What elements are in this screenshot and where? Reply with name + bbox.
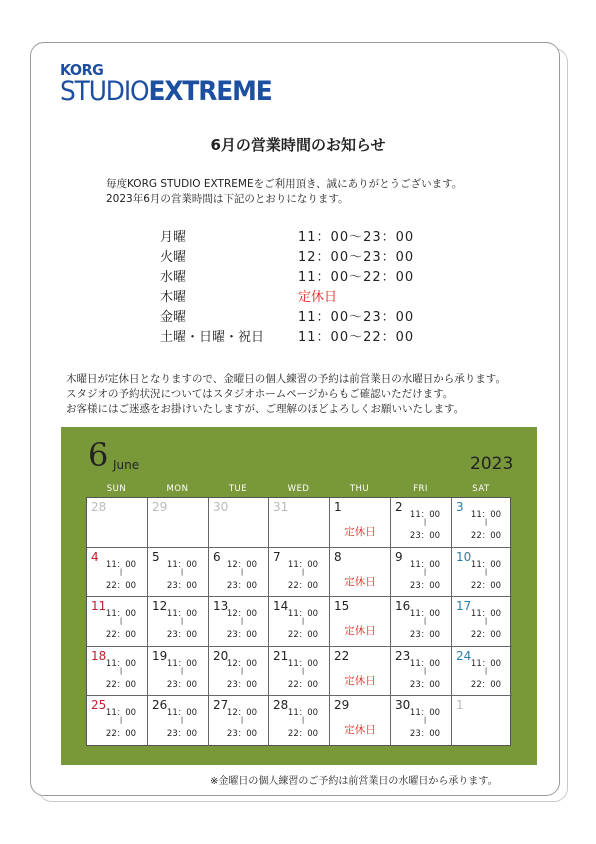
open-time: 11：00 [166, 559, 198, 570]
day-number: 30 [395, 698, 411, 713]
close-time: 22：00 [470, 580, 502, 591]
intro-text [106, 177, 462, 207]
calendar-day-cell [209, 548, 269, 598]
weekday-label: THU [349, 484, 370, 494]
close-time: 23：00 [166, 580, 198, 591]
day-number: 11 [91, 599, 107, 614]
open-time: 11：00 [105, 609, 137, 620]
close-time: 23：00 [226, 630, 258, 641]
closed-day-label: 定休日 [344, 625, 376, 638]
calendar-day-cell [148, 498, 209, 548]
calendar-day-cell [452, 597, 512, 647]
close-time: 23：00 [166, 729, 198, 740]
close-time: 23：00 [226, 679, 258, 690]
open-time: 11：00 [105, 658, 137, 669]
time-separator: | [484, 617, 488, 626]
time-separator: | [180, 716, 184, 725]
open-time: 11：00 [470, 609, 502, 620]
day-number: 1 [456, 698, 464, 713]
hours-day: 月曜 [160, 230, 187, 245]
logo-wordmark [60, 78, 272, 106]
intro-line: 毎度KORG STUDIO EXTREMEをご利用頂き、誠にありがとうございます。 [106, 178, 463, 190]
calendar-day-cell [269, 647, 330, 697]
calendar-day-cell [148, 647, 209, 697]
logo-extreme: EXTREME [148, 76, 272, 107]
closed-day-label: 定休日 [344, 575, 376, 588]
close-time: 22：00 [470, 679, 502, 690]
weekday-label: SAT [472, 484, 490, 494]
weekday-label: WED [287, 484, 310, 494]
closed-day-label: 定休日 [344, 724, 376, 737]
open-time: 11：00 [409, 708, 441, 719]
calendar-month-number: 6 [88, 436, 109, 474]
calendar-year: 2023 [470, 454, 514, 474]
close-time: 22：00 [105, 679, 137, 690]
open-time: 11：00 [105, 708, 137, 719]
time-separator: | [240, 666, 244, 675]
calendar-day-cell [330, 696, 391, 746]
time-separator: | [423, 567, 427, 576]
footnote: ※金曜日の個人練習のご予約は前営業日の水曜日から承ります。 [210, 776, 498, 787]
calendar-day-cell [452, 548, 512, 598]
page-title: 6月の営業時間のお知らせ [210, 136, 386, 154]
open-time: 11：00 [409, 609, 441, 620]
time-separator: | [423, 666, 427, 675]
calendar-day-cell [269, 696, 330, 746]
time-separator: | [180, 567, 184, 576]
hours-time: 11：00〜22：00 [298, 330, 415, 345]
notes-text [66, 372, 506, 417]
day-number: 4 [91, 549, 99, 564]
day-number: 29 [152, 500, 168, 514]
day-number: 8 [334, 549, 342, 564]
intro-line: 2023年6月の営業時間は下記のとおりになります。 [106, 193, 349, 205]
day-number: 23 [395, 648, 411, 663]
close-time: 22：00 [287, 630, 319, 641]
calendar-day-cell [269, 548, 330, 598]
day-number: 17 [456, 599, 472, 614]
time-separator: | [484, 666, 488, 675]
open-time: 11：00 [166, 658, 198, 669]
time-separator: | [301, 716, 305, 725]
close-time: 23：00 [409, 729, 441, 740]
day-number: 7 [273, 549, 281, 564]
close-time: 23：00 [409, 580, 441, 591]
close-time: 23：00 [226, 580, 258, 591]
calendar-day-cell [391, 498, 452, 548]
open-time: 12：00 [226, 609, 258, 620]
time-separator: | [119, 567, 123, 576]
close-time: 23：00 [409, 679, 441, 690]
hours-row [160, 308, 414, 328]
day-number: 12 [152, 599, 168, 614]
logo-studio: STUDIO [60, 76, 149, 107]
time-separator: | [240, 716, 244, 725]
hours-row [160, 228, 414, 248]
day-number: 2 [395, 500, 403, 514]
studio-logo [60, 62, 290, 106]
close-time: 22：00 [287, 679, 319, 690]
close-time: 22：00 [287, 729, 319, 740]
hours-time: 11：00〜23：00 [298, 310, 415, 325]
day-number: 16 [395, 599, 411, 614]
time-separator: | [301, 666, 305, 675]
time-separator: | [180, 666, 184, 675]
day-number: 3 [456, 500, 464, 514]
open-time: 12：00 [226, 559, 258, 570]
logo-brand: KORG [60, 61, 104, 79]
calendar-day-cell [330, 548, 391, 598]
hours-row [160, 248, 414, 268]
time-separator: | [119, 617, 123, 626]
calendar-day-cell [452, 696, 512, 746]
calendar-day-cell [391, 548, 452, 598]
open-time: 11：00 [470, 658, 502, 669]
hours-day: 水曜 [160, 270, 187, 285]
close-time: 22：00 [470, 531, 502, 541]
day-number: 28 [91, 500, 107, 514]
hours-closed: 定休日 [298, 290, 338, 305]
open-time: 11：00 [470, 559, 502, 570]
day-number: 13 [213, 599, 229, 614]
calendar-day-cell [452, 647, 512, 697]
calendar-grid [86, 497, 511, 746]
hours-day: 火曜 [160, 250, 187, 265]
calendar-day-cell [452, 498, 512, 548]
weekday-label: MON [166, 484, 189, 494]
calendar-day-cell [87, 597, 148, 647]
day-number: 14 [273, 599, 289, 614]
time-separator: | [119, 666, 123, 675]
close-time: 22：00 [287, 580, 319, 591]
calendar-day-cell [269, 597, 330, 647]
calendar-day-cell [209, 498, 269, 548]
day-number: 1 [334, 500, 342, 514]
day-number: 21 [273, 648, 289, 663]
day-number: 22 [334, 648, 350, 663]
open-time: 11：00 [166, 708, 198, 719]
calendar-day-cell [87, 498, 148, 548]
hours-time: 11：00〜23：00 [298, 230, 415, 245]
open-time: 11：00 [409, 559, 441, 570]
day-number: 24 [456, 648, 472, 663]
calendar-day-cell [148, 597, 209, 647]
day-number: 28 [273, 698, 289, 713]
time-separator: | [301, 617, 305, 626]
open-time: 11：00 [287, 559, 319, 570]
open-time: 11：00 [409, 510, 441, 520]
note-line: スタジオの予約状況についてはスタジオホームページからもご確認いただけます。 [66, 388, 454, 400]
open-time: 11：00 [287, 609, 319, 620]
open-time: 11：00 [409, 658, 441, 669]
weekday-label: FRI [413, 484, 428, 494]
close-time: 22：00 [105, 729, 137, 740]
hours-row [160, 328, 414, 348]
calendar-day-cell [330, 647, 391, 697]
time-separator: | [301, 567, 305, 576]
closed-day-label: 定休日 [344, 674, 376, 687]
calendar-day-cell [209, 597, 269, 647]
calendar-day-cell [391, 647, 452, 697]
calendar-day-cell [87, 548, 148, 598]
open-time: 12：00 [226, 708, 258, 719]
day-number: 19 [152, 648, 168, 663]
weekday-label: TUE [228, 484, 248, 494]
hours-time: 11：00〜22：00 [298, 270, 415, 285]
time-separator: | [484, 567, 488, 576]
calendar-day-cell [87, 647, 148, 697]
day-number: 15 [334, 599, 350, 614]
open-time: 11：00 [287, 658, 319, 669]
time-separator: | [484, 518, 488, 526]
time-separator: | [240, 567, 244, 576]
calendar-day-cell [269, 498, 330, 548]
time-separator: | [423, 617, 427, 626]
day-number: 27 [213, 698, 229, 713]
close-time: 23：00 [409, 630, 441, 641]
hours-day: 金曜 [160, 310, 187, 325]
open-time: 11：00 [166, 609, 198, 620]
day-number: 10 [456, 549, 472, 564]
business-hours-list [160, 228, 414, 348]
day-number: 25 [91, 698, 107, 713]
open-time: 11：00 [105, 559, 137, 570]
note-line: お客様にはご迷惑をお掛けいたしますが、ご理解のほどよろしくお願いいたします。 [66, 403, 465, 415]
hours-row [160, 268, 414, 288]
calendar-day-cell [391, 597, 452, 647]
calendar-day-cell [148, 548, 209, 598]
day-number: 5 [152, 549, 160, 564]
close-time: 23：00 [166, 630, 198, 641]
calendar-day-cell [330, 597, 391, 647]
day-number: 18 [91, 648, 107, 663]
calendar-day-cell [391, 696, 452, 746]
calendar-day-cell [330, 498, 391, 548]
close-time: 23：00 [166, 679, 198, 690]
calendar-day-cell [148, 696, 209, 746]
hours-day: 木曜 [160, 290, 187, 305]
hours-time: 12：00〜23：00 [298, 250, 415, 265]
open-time: 11：00 [287, 708, 319, 719]
day-number: 9 [395, 549, 403, 564]
calendar-day-cell [87, 696, 148, 746]
day-number: 31 [273, 500, 289, 514]
hours-row [160, 288, 414, 308]
open-time: 11：00 [470, 510, 502, 520]
day-number: 6 [213, 549, 221, 564]
time-separator: | [240, 617, 244, 626]
day-number: 20 [213, 648, 229, 663]
day-number: 26 [152, 698, 168, 713]
open-time: 12：00 [226, 658, 258, 669]
close-time: 22：00 [470, 630, 502, 641]
closed-day-label: 定休日 [344, 526, 376, 538]
calendar-day-cell [209, 647, 269, 697]
calendar-day-cell [209, 696, 269, 746]
weekday-label: SUN [106, 484, 127, 494]
time-separator: | [180, 617, 184, 626]
note-line: 木曜日が定休日となりますので、金曜日の個人練習の予約は前営業日の水曜日から承ります。 [66, 373, 506, 385]
close-time: 23：00 [226, 729, 258, 740]
time-separator: | [423, 716, 427, 725]
hours-day: 土曜・日曜・祝日 [160, 330, 265, 345]
close-time: 22：00 [105, 580, 137, 591]
close-time: 23：00 [409, 531, 441, 541]
close-time: 22：00 [105, 630, 137, 641]
day-number: 30 [213, 500, 229, 514]
calendar-month-name: June [113, 458, 140, 472]
time-separator: | [423, 518, 427, 526]
day-number: 29 [334, 698, 350, 713]
time-separator: | [119, 716, 123, 725]
